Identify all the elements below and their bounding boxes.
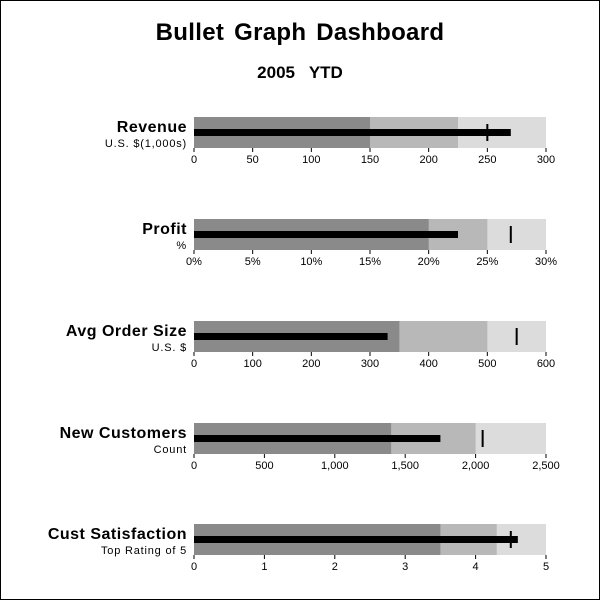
bullet-chart-0 [105,117,555,166]
measure-unit: U.S. $(1,000s) [104,138,187,150]
tick-label: 0 [190,460,198,472]
tick-label: 2,000 [461,460,490,472]
tick-label: 300 [536,154,556,166]
bullet-chart-4 [48,524,549,573]
tick-label: 1 [261,561,268,573]
bullet-charts [1,1,599,599]
tick-label: 0 [190,154,198,166]
tick-label: 0% [186,256,202,268]
tick-label: 1,500 [391,460,419,472]
measure-unit: Top Rating of 5 [101,545,187,557]
tick-label: 200 [302,358,321,370]
measure-bar [194,129,511,136]
tick-label: 400 [419,358,438,370]
tick-label: 5 [542,561,550,573]
tick-label: 100 [302,154,321,166]
tick-label: 600 [536,358,556,370]
target-marker [516,328,518,345]
measure-label: Revenue [116,119,187,136]
tick-label: 30% [534,256,558,268]
chart-subtitle: 2005 YTD [257,63,343,82]
tick-label: 25% [476,256,499,268]
measure-bar [194,536,518,543]
tick-label: 150 [360,154,380,166]
tick-label: 200 [419,154,438,166]
tick-label: 250 [478,154,497,166]
tick-label: 500 [255,460,274,472]
tick-label: 300 [360,358,380,370]
tick-label: 10% [300,256,323,268]
measure-bar [194,435,440,442]
measure-label: New Customers [59,425,187,442]
measure-bar [194,231,458,238]
tick-label: 0 [190,358,198,370]
tick-label: 0 [190,561,198,573]
tick-label: 50 [246,154,259,166]
tick-label: 2 [331,561,338,573]
measure-label: Cust Satisfaction [47,526,187,543]
target-marker [486,124,488,141]
tick-label: 5% [244,256,261,268]
target-marker [510,226,512,243]
target-marker [482,430,484,447]
tick-label: 20% [417,256,440,268]
tick-label: 100 [243,358,262,370]
tick-label: 3 [402,561,409,573]
bullet-chart-2 [66,321,555,370]
tick-label: 500 [478,358,497,370]
measure-label: Profit [142,221,187,238]
bullet-chart-1 [142,219,557,268]
tick-label: 2,500 [532,460,560,472]
bullet-chart-3 [60,423,560,472]
tick-label: 4 [472,561,479,573]
target-marker [510,531,512,548]
chart-title: Bullet Graph Dashboard [155,19,445,46]
measure-unit: U.S. $ [151,342,187,354]
tick-label: 1,000 [321,460,349,472]
tick-label: 15% [358,256,382,268]
measure-unit: Count [153,444,187,456]
measure-label: Avg Order Size [65,323,187,340]
measure-unit: % [176,240,187,252]
measure-bar [194,333,388,340]
